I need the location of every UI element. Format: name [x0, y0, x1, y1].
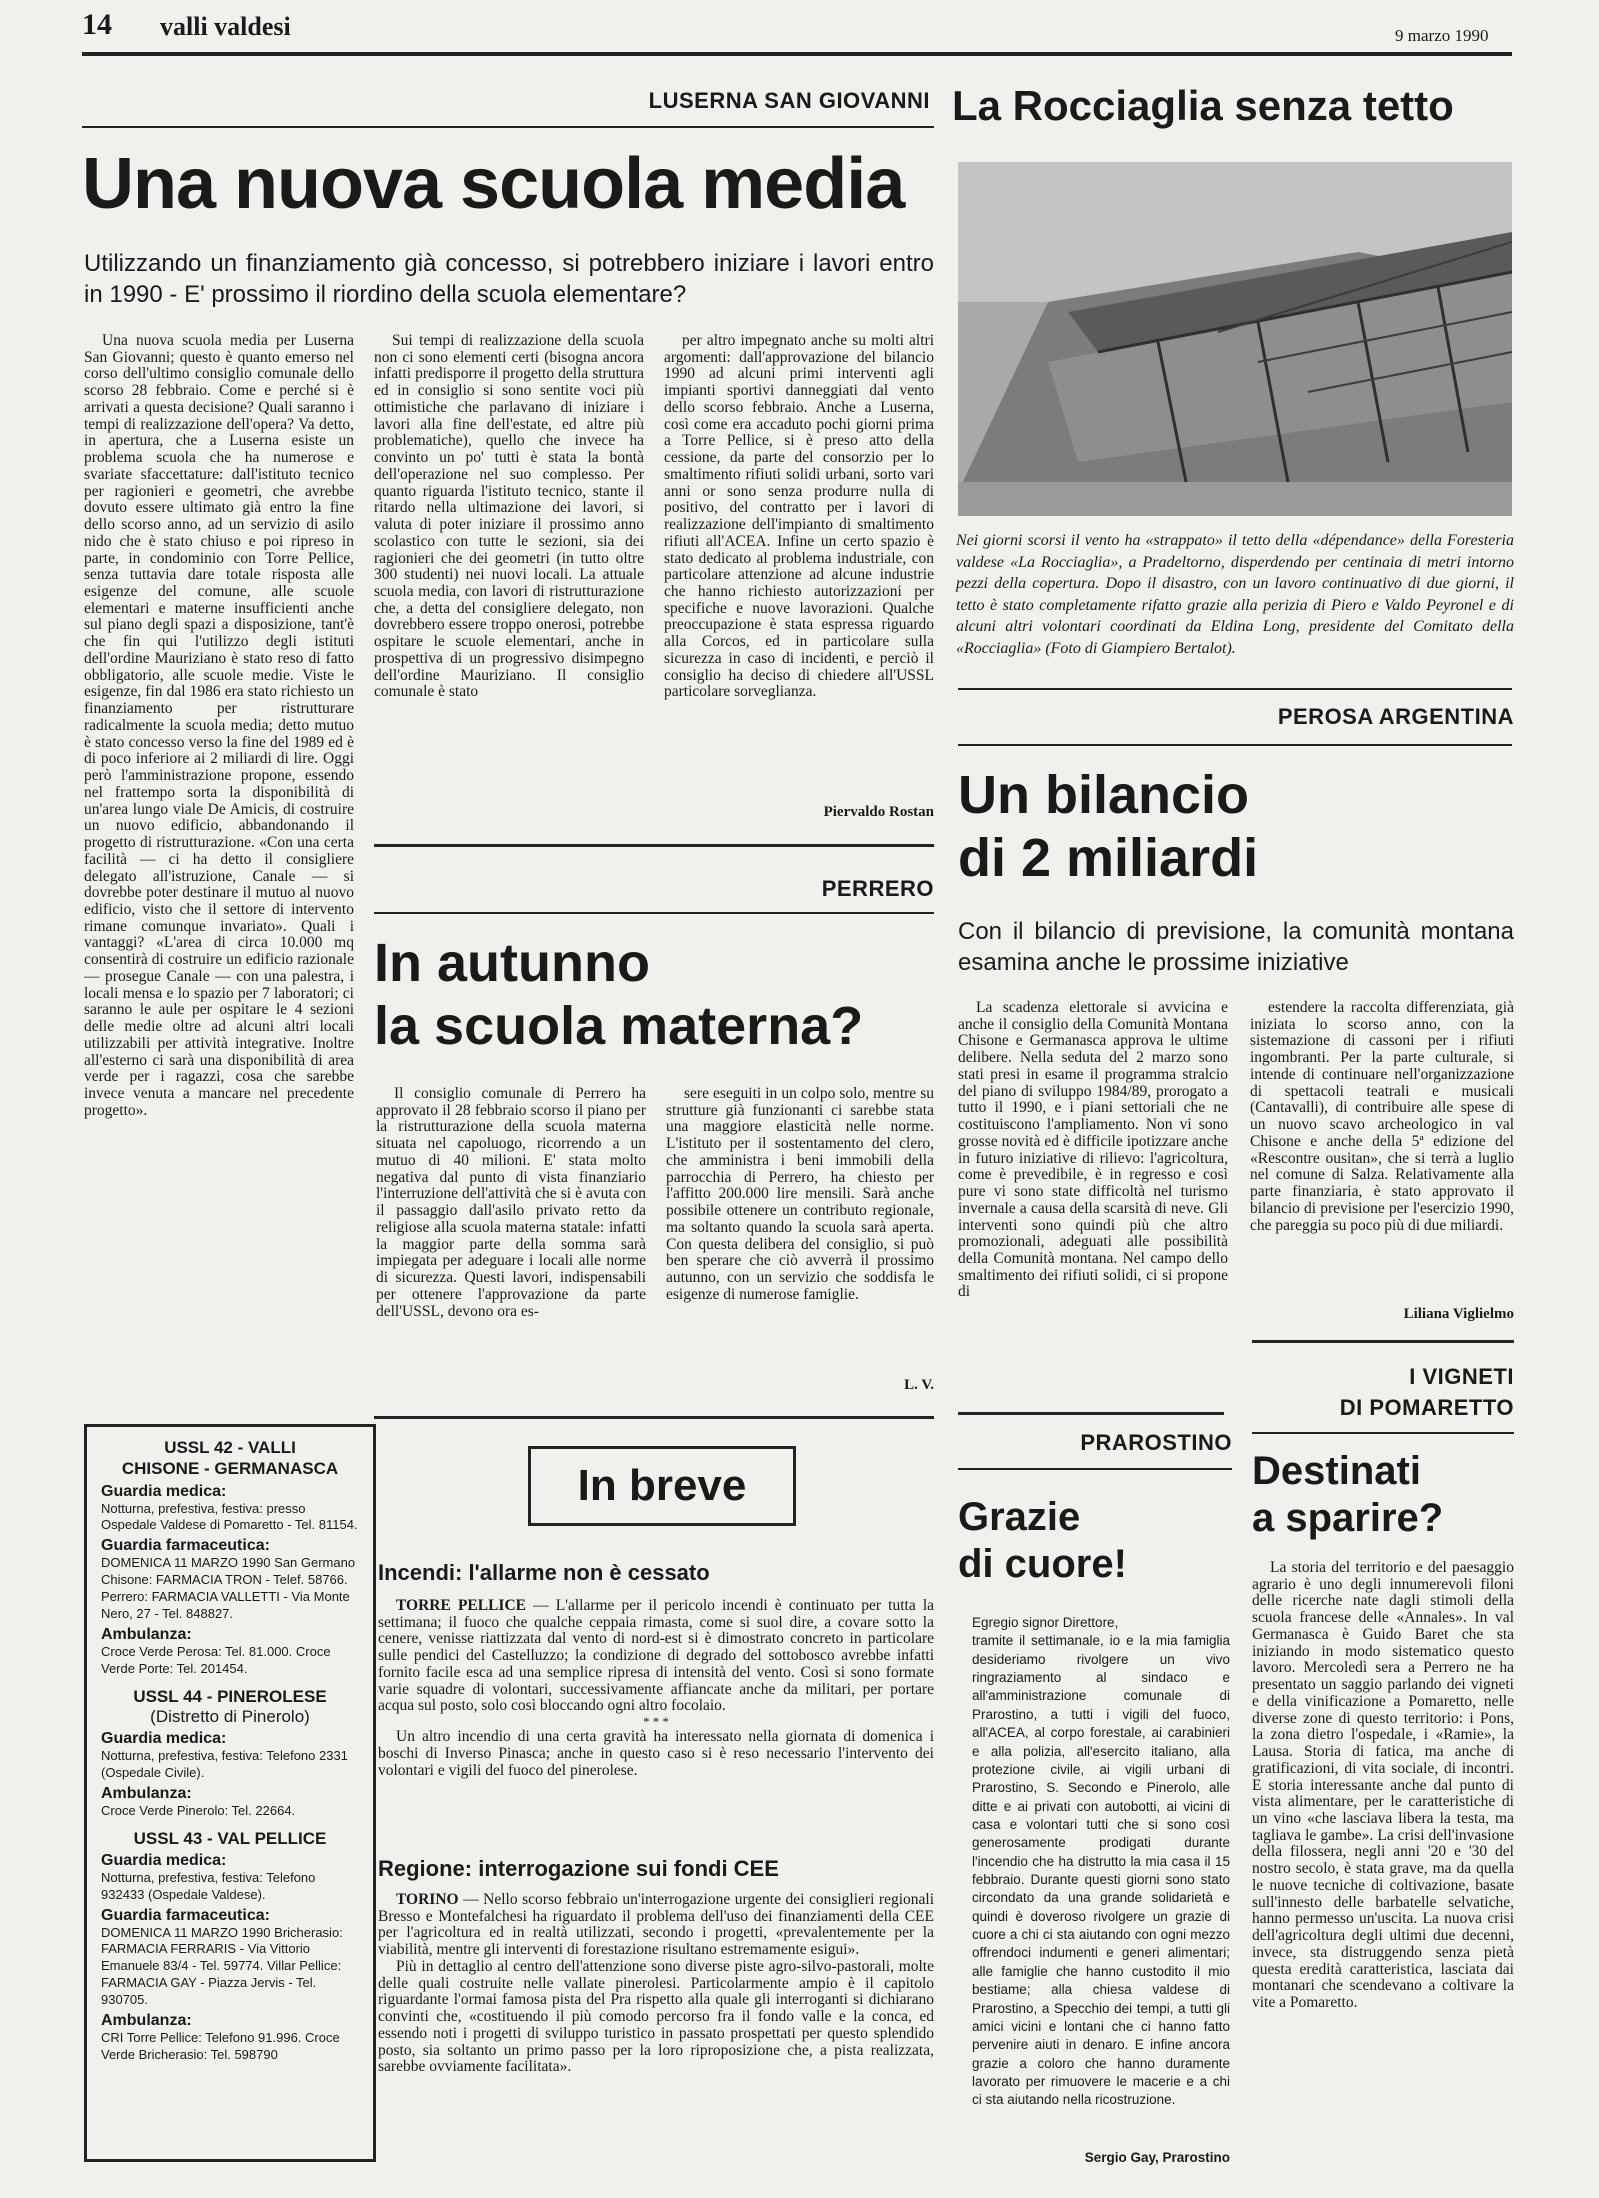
rule-prarostino-2 — [958, 1468, 1232, 1470]
materna-col1: Il consiglio comunale di Perrero ha approvato il 28 febbraio scorso il piano per la ristrutturazione della scuola materna situata nel capoluogo, ricorrendo a un mutuo di 40 milioni. E' stata molto negativa dal punto di vista finanziario l'interruzione dell'attività che si è avuta con il passaggio dall'asilo privato retto da religiose alla scuola materna statale: infatti la maggior parte della somma sarà impiegata per adeguare i locali alle norme di sicurezza. Questi lavori, indispensabili per ottenere l'approvazione da parte dell'USSL, devono ora es- — [376, 1086, 646, 1320]
ussl42-title2: CHISONE - GERMANASCA — [121, 1459, 339, 1479]
headline-materna-line2: la scuola materna? — [374, 996, 864, 1057]
rule-prarostino — [958, 1412, 1224, 1415]
page-number: 14 — [82, 8, 112, 41]
bilancio-col2: estendere la raccolta differenziata, già iniziata lo scorso anno, con la sistemazione di cassoni per i rifiuti ingombranti. Per la parte culturale, si intende di continuare nell'organizzazione di spettacoli teatrali e musicali (Cantavalli), di contribuire alle spese di un nuovo scavo archeologico in val Chisone e anche della 5ª edizione del «Rescontre ousitan», che si terrà a luglio nel comune di Salza. Relativamente alla parte finanziaria, è stato approvato il bilancio di previsione per l'esercizio 1990, che pareggia su poco più di due miliardi. — [1250, 1000, 1514, 1234]
scuola-media-col3: per altro impegnato anche su molti altri argomenti: dall'approvazione del bilancio 1990 ad alcuni primi interventi agli impianti sportivi danneggiati dal vento dello scorso febbraio. Anche a Luserna, così come era accaduto pochi giorni prima a Torre Pellice, si è preso atto della cessione, da parte del consorzio per lo smaltimento rifiuti solidi urbani, sorto vari anni or sono senza produrre nulla di positivo, del contratto per i lavori di realizzazione dell'impianto di smaltimento rifiuti all'ACEA. Infine un certo spazio è stato dedicato al problema industriale, con particolare attenzione ad alcune industrie che hanno richiesto autorizzazioni per specifiche e nuove lavorazioni. Qualche preoccupazione è stata espressa riguardo alla Corcos, ed in particolare sulla sicurezza in caso di incidenti, e perciò il consiglio ha deciso di chiedere all'USSL particolare sorveglianza. — [664, 333, 934, 701]
ussl42-title: USSL 42 - VALLI — [164, 1438, 296, 1457]
ussl44-title: USSL 44 - PINEROLESE — [133, 1686, 327, 1706]
newspaper-title: valli valdesi — [160, 12, 291, 41]
photo-rocciaglia — [958, 162, 1512, 516]
masthead-rule — [82, 52, 1512, 56]
headline-grazie-line1: Grazie — [958, 1495, 1081, 1539]
rule-vigneti-2 — [1252, 1432, 1514, 1434]
vigneti-body: La storia del territorio e del paesaggio agrario è uno degli innumerevoli filoni delle ricerche nate dagli stimoli della scuola francese delle «Annales». In val Germanasca è Guido Baret che sta iniziando in modo sistematico questo lavoro. Mercoledì sera a Perrero ne ha presentato un saggio parlando dei vigneti e della vinificazione a Pomaretto, nelle diverse zone di questo territorio: i Pons, la zona dietro l'ospedale, i «Ramie», la Lausa. Storia di fatica, ma anche di gratificazioni, di vita sociale, di incontri. E storia interessante anche dal punto di vista alimentare, per le caratteristiche di un vino «che lasciava libera la testa, ma tagliava le gambe». La crisi dell'invasione della filossera, negli anni '20 e '30 del nostro secolo, è stata grave, ma da quella le nuove tecniche di coltivazione, basate sull'innesto delle barbatelle selvatiche, hanno permesso un'uscita. La nuova crisi dell'agricoltura degli ultimi due decenni, invece, sta distruggendo senza pietà questa eredità caratteristica, lasciata dai montanari che scendevano a coltivare la vite a Pomaretto. — [1252, 1560, 1514, 2012]
scuola-media-col1: Una nuova scuola media per Luserna San Giovanni; questo è quanto emerso nel corso dell'ultimo consiglio comunale dello scorso 28 febbraio. Come e perché si è arrivati a questa decisione? Quali saranno i tempi di realizzazione dell'opera? Va detto, in apertura, che a Luserna esiste un problema scuola che ha numerose e svariate sfaccettature: dall'istituto tecnico per ragionieri e geometri, che avrebbe dovuto essere ultimato già entro la fine dello scorso anno, ad un servizio di asilo nido che è stato chiuso e poi ripreso in parte, in condominio con Torre Pellice, senza tuttavia dare totale risposta alle esigenze del comune, alle scuole elementari e materne insufficienti anche sul piano degli spazi a disposizione, tant'è che fin qui l'utilizzo degli istituti dell'ordine Mauriziano è stato reso di fatto obbligatorio, alle scuole medie. Viste le esigenze, fin dal 1986 era stato richiesto un finanziamento per ristrutturare radicalmente la scuola media; detto mutuo è stato concesso verso la fine del 1989 ed è di poco inferiore ai 2 miliardi di lire. Oggi però l'amministrazione propone, essendo nel frattempo sorta la disponibilità di un'area lungo viale De Amicis, di costruire un nuovo edificio, abbandonando il progetto di ristrutturazione. «Con una certa facilità — ci ha detto il consigliere delegato all'istruzione, Canale — si dovrebbe poter destinare il mutuo al nuovo edificio, visto che il settore di intervento rimane comunque invariato». Quali i vantaggi? «L'area di circa 10.000 mq consentirà di costruire un edificio razionale — prosegue Canale — con una palestra, i locali mensa e lo spazio per 7 laboratori; ci saranno le aule per ospitare le 4 sezioni delle medie oltre ad alcuni altri locali utilizzabili per attività integrative. Inoltre all'esterno ci sarà una disponibilità di area verde per i ragazzi, cosa che sarebbe invece venuta a mancare nel precedente progetto». — [84, 333, 354, 1119]
ussl42-gm-text: Notturna, prefestiva, festiva: presso Ospedale Valdese di Pomaretto - Tel. 81154. — [101, 1500, 358, 1533]
ussl42-gm-label: Guardia medica: — [101, 1482, 227, 1500]
ussl43-gf-label: Guardia farmaceutica: — [101, 1906, 270, 1924]
headline-grazie — [958, 1494, 1232, 1588]
ussl43-title: USSL 43 - VAL PELLICE — [133, 1828, 327, 1848]
ussl42-gf-label: Guardia farmaceutica: — [101, 1537, 270, 1555]
headline-vigneti-line2: a sparire? — [1252, 1495, 1444, 1540]
ussl43-amb-text: CRI Torre Pellice: Telefono 91.996. Croce Verde Bricherasio: Tel. 598790 — [101, 2030, 340, 2062]
section-label-vigneti — [1252, 1362, 1514, 1424]
ussl-info-box — [84, 1424, 376, 2162]
byline-lv: L. V. — [904, 1377, 934, 1393]
letter-grazie — [972, 1614, 1230, 2110]
headline-grazie-line2: di cuore! — [958, 1541, 1127, 1586]
inbreve-regione-body: TORINO — Nello scorso febbraio un'interrogazione urgente dei consiglieri regionali Bresso e Montefalchesi ha riguardato il problema dell'uso dei finanziamenti della CEE per l'agricoltura ed in realtà utilizzati, secondo i progetti, «prevalentemente per la viabilità, mentre gli interventi di forestazione risultano estremamente esigui». Più in dettaglio al centro dell'attenzione sono diverse piste agro-silvo-pastorali, molte delle quali costruite nelle vallate pinerolesi. Particolarmente ampio è il capitolo riguardante l'ormai famosa pista del Pra rispetto alla quale gli interroganti si dichiarano convinti che, «costituendo il più comodo percorso fra il fondo valle e la conca, ed essendo noti i progetti di sviluppo turistico in passato prospettati per questo splendido posto, sia soltanto un primo passo per la loro riproposizione che, a pista realizzata, sarebbe ovviamente facilitata». — [378, 1891, 934, 2076]
ussl43-amb-label: Ambulanza: — [101, 2012, 192, 2030]
ussl44-amb-label: Ambulanza: — [101, 1784, 192, 1802]
section-label-perosa: PEROSA ARGENTINA — [1277, 704, 1514, 729]
ussl44-sub: (Distretto di Pinerolo) — [150, 1706, 310, 1726]
rule-above-inbreve — [374, 1416, 934, 1419]
section-label-perrero: PERRERO — [821, 876, 934, 901]
letter-body: tramite il settimanale, io e la mia famiglia desideriamo rivolgere un vivo ringraziamento al sindaco e all'amministrazione comunale di Prarostino, a tutti i vigili del fuoco, all'ACEA, al corpo forestale, ai carabinieri e alla polizia, all'esercito italiano, alla protezione civile, ai vigili urbani di Prarostino, S. Secondo e Pinerolo, alle ditte e ai privati con autobotti, ai vicini di casa e volontari tutti che si sono così generosamente prodigati durante l'incendio che ha distrutto la mia casa il 15 febbraio. Durante questi giorni sono stato circondato da una grande solidarietà e quindi è doveroso rivolgere un grazie di cuore a chi ci sta aiutando con ogni mezzo offrendoci indumenti e generi alimentari; alle famiglie che hanno custodito il mio bestiame; alla chiesa valdese di Prarostino, a Specchio dei tempi, a tutti gli amici vicini e lontani che ci hanno fatto pervenire aiuti in denaro. E infine ancora grazie a coloro che hanno duramente lavorato per rimuovere le macerie e a chi ci sta aiutando nella ricostruzione. — [972, 1633, 1230, 2108]
headline-scuola-media: Una nuova scuola media — [82, 144, 905, 224]
headline-materna-line1: In autunno — [374, 933, 650, 993]
scuola-media-col2: Sui tempi di realizzazione della scuola non ci sono elementi certi (bisogna ancora infatti predisporre il progetto della struttura ed in consiglio si sono sentite voci più ottimistiche che parlavano di iniziare i lavori alla fine dell'estate, ed altre più problematiche), quello che invece ha convinto un po' tutti è stata la bontà dell'operazione nel suo complesso. Per quanto riguarda l'istituto tecnico, stante il ritardo nella ultimazione dei lavori, si valuta di poter iniziare il prossimo anno scolastico con tutte le sezioni, sia dei ragionieri che dei geometri (in tutto oltre 300 studenti) nei nuovi locali. La attuale scuola media, con lavori di ristrutturazione che, a detta del consigliere delegato, non dovrebbero essere troppo onerosi, potrebbe ospitare le scuole elementari, anche in prospettiva di un progressivo disimpegno dell'ordine Mauriziano. Il consiglio comunale è stato — [374, 333, 644, 701]
section-label-luserna: LUSERNA SAN GIOVANNI — [648, 88, 930, 113]
headline-bilancio-line2: di 2 miliardi — [958, 828, 1259, 889]
ussl42-amb-label: Ambulanza: — [101, 1625, 192, 1643]
rule-vigneti — [1252, 1340, 1514, 1343]
materna-col2: sere eseguiti in un colpo solo, mentre su strutture già funzionanti ci sarebbe stata una maggiore elasticità nelle norme. L'istituto per il sostentamento del clero, che amministra i beni immobili della parrocchia di Perrero, ha chiesto per l'affitto 200.000 lire mensili. Sarà anche possibile ottenere un contributo regionale, ma soltanto quando la scuola sarà aperta. Con questa delibera del consiglio, si può ben sperare che ciò avverrà il prossimo autunno, con un servizio che soddisfa le esigenze di numerose famiglie. — [666, 1086, 934, 1303]
section-label-vigneti-line1: I VIGNETI — [1409, 1364, 1514, 1389]
section-rule — [82, 126, 934, 128]
byline-rostan: Piervaldo Rostan — [823, 804, 934, 820]
headline-vigneti — [1252, 1448, 1514, 1542]
deck-scuola-media: Utilizzando un finanziamento già concesso, si potrebbero iniziare i lavori entro in 1990 - E' prossimo il riordino della scuola elementare? — [84, 250, 934, 309]
ussl43-gf-text: DOMENICA 11 MARZO 1990 Bricherasio: FARMACIA FERRARIS - Via Vittorio Emanuele 83/4 - Tel. 59774. Villar Pellice: FARMACIA GAY - Piazza Jervis - Tel. 930705. — [101, 1924, 343, 2008]
ussl43-gm-text: Notturna, prefestiva, festiva: Telefono 932433 (Ospedale Valdese). — [101, 1869, 316, 1902]
in-breve-title: In breve — [528, 1446, 796, 1526]
rule-perrero — [374, 912, 934, 914]
headline-rocciaglia: La Rocciaglia senza tetto — [952, 82, 1454, 129]
headline-bilancio-line1: Un bilancio — [958, 765, 1250, 825]
headline-materna — [374, 932, 934, 1058]
issue-date: 9 marzo 1990 — [1395, 26, 1489, 45]
section-label-prarostino: PRAROSTINO — [1080, 1430, 1232, 1455]
inbreve-headline-incendi: Incendi: l'allarme non è cessato — [378, 1560, 710, 1585]
ussl44-amb-text: Croce Verde Pinerolo: Tel. 22664. — [101, 1802, 296, 1818]
caption-rocciaglia: Nei giorni scorsi il vento ha «strappato» il tetto della «dépendance» della Foresteria valdese «La Rocciaglia», a Pradeltorno, disperdendo per centinaia di metri intorno pezzi della copertura. Dopo il disastro, con un lavoro continuativo di due giorni, il tetto è stato completamente rifatto grazie alla perizia di Piero e Valdo Peyronel e di alcuni altri volontari coordinati da Eldina Long, presidente del Comitato della «Rocciaglia» (Foto di Giampiero Bertalot). — [956, 532, 1514, 657]
section-label-vigneti-line2: DI POMARETTO — [1339, 1394, 1514, 1420]
inbreve-lead-torre: TORRE PELLICE — [396, 1597, 526, 1614]
headline-bilancio — [958, 764, 1512, 890]
headline-vigneti-line1: Destinati — [1252, 1449, 1421, 1493]
letter-signature: Sergio Gay, Prarostino — [1084, 2150, 1230, 2165]
rule-perosa — [958, 744, 1512, 746]
inbreve-incendi-body: TORRE PELLICE — L'allarme per il pericolo incendi è continuato per tutta la settimana; il fuoco che qualche ceppaia rimasta, come si suol dire, a covare sotto la cenere, venisse riattizzata dal vento di nord-est si è dimostrato concreto in particolare sulle pendici del Castelluzzo; la condizione di degrado del sottobosco avrebbe infatti fornito facile esca ad una semplice ripresa di intensità del vento. Così si sono formate varie squadre di volontari, successivamente affiancate anche da militari, per portare acqua sul posto, solo così bloccando ogni altro focolaio. * * * Un altro incendio di una certa gravità ha interessato nella giornata di domenica i boschi di Inverso Pinasca; anche in questo caso si è reso necessario l'intervento dei volontari e vigili del fuoco del pinerolese. — [378, 1597, 935, 1779]
bilancio-col1: La scadenza elettorale si avvicina e anche il consiglio della Comunità Montana Chisone e Germanasca approva le ultime delibere. Nella seduta del 2 marzo sono stati presi in esame il programma stralcio del piano di sviluppo 1984/89, prorogato a tutto il 1990, e i piani settoriali che ne costituiscono l'ampliamento. Non vi sono grosse novità ed è difficile ipotizzare anche in futuro iniziative di rilievo: l'agricoltura, come è prevedibile, è in regresso e così pure vi sono state difficoltà nel turismo invernale a causa della scarsità di neve. Gli interventi sono quindi più che altro promozionali, adeguati alle possibilità della Comunità montana. Nel campo dello smaltimento dei rifiuti solidi, ci si propone di — [958, 1000, 1228, 1301]
letter-salutation: Egregio signor Direttore, — [972, 1615, 1119, 1630]
inbreve-lead-torino: TORINO — [396, 1891, 459, 1908]
ussl44-gm-label: Guardia medica: — [101, 1729, 227, 1747]
ussl42-amb-text: Croce Verde Perosa: Tel. 81.000. Croce Verde Porte: Tel. 201454. — [101, 1643, 331, 1676]
ussl44-gm-text: Notturna, prefestiva, festiva: Telefono 2331 (Ospedale Civile). — [101, 1747, 348, 1780]
byline-viglielmo: Liliana Viglielmo — [1403, 1306, 1514, 1322]
rule-under-caption — [958, 688, 1512, 690]
deck-bilancio: Con il bilancio di previsione, la comunità montana esamina anche le prossime iniziative — [958, 918, 1514, 977]
ussl42-gf-text: DOMENICA 11 MARZO 1990 San Germano Chisone: FARMACIA TRON - Telef. 58766. Perrero: FARMACIA VALLETTI - Via Monte Nero, 27 - Tel. 848827. — [101, 1555, 356, 1621]
inbreve-headline-regione: Regione: interrogazione sui fondi CEE — [378, 1856, 779, 1881]
ussl43-gm-label: Guardia medica: — [101, 1851, 227, 1869]
inbreve-separator: * * * — [643, 1714, 669, 1730]
rule-above-perrero — [374, 844, 934, 847]
